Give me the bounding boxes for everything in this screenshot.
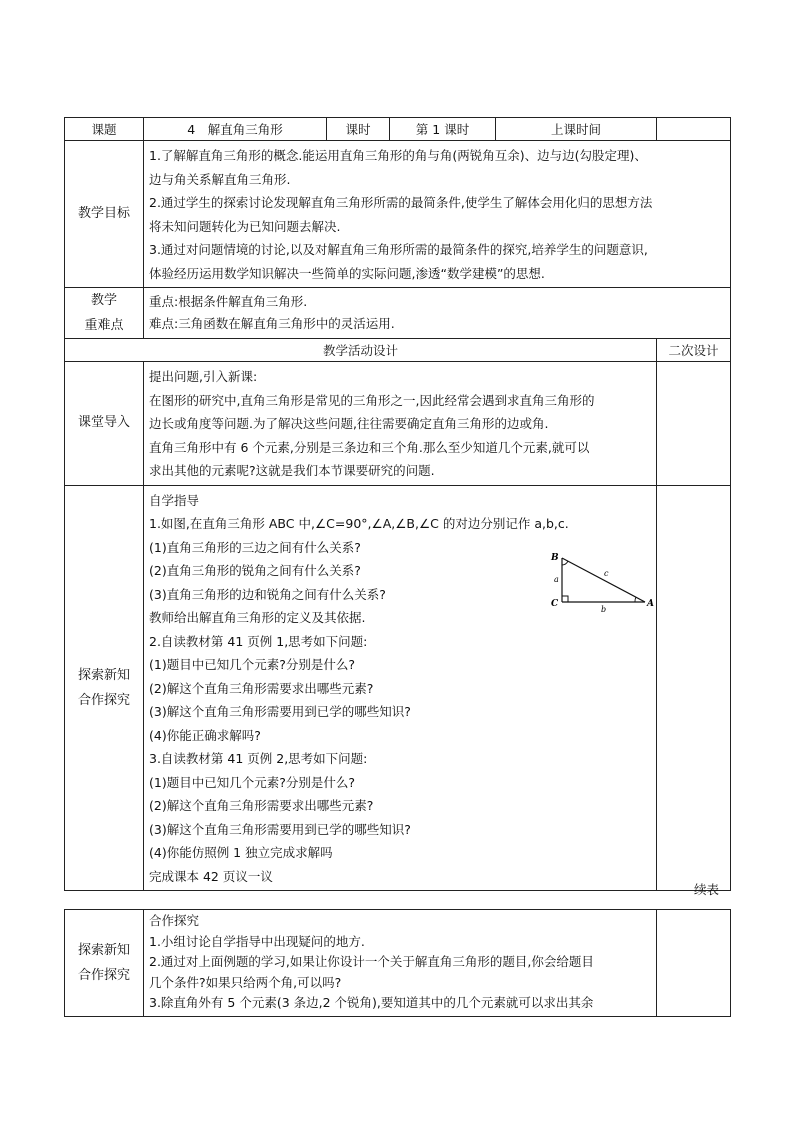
objectives-line: 将未知问题转化为已知问题去解决. bbox=[149, 218, 341, 234]
lesson-plan-table bbox=[64, 117, 731, 891]
explore-label bbox=[65, 485, 144, 891]
continued-label: 续表 bbox=[694, 882, 720, 897]
explore-line: (3)解这个直角三角形需要用到已学的哪些知识? bbox=[149, 704, 411, 719]
key-point-line: 重点:根据条件解直角三角形. bbox=[149, 294, 308, 309]
explore-line: (3)直角三角形的边和锐角之间有什么关系? bbox=[149, 586, 386, 602]
intro-line: 边长或角度等问题.为了解决这些问题,往往需要确定直角三角形的边或角. bbox=[149, 416, 549, 431]
key-points-content bbox=[144, 288, 731, 339]
topic-value: 4 解直角三角形 bbox=[144, 118, 327, 141]
explore2-line: 2.通过对上面例题的学习,如果让你设计一个关于解直角三角形的题目,你会给题目 bbox=[149, 954, 594, 969]
explore-line: (1)题目中已知几个元素?分别是什么? bbox=[149, 657, 355, 672]
period-label: 课时 bbox=[327, 118, 390, 141]
objectives-row bbox=[65, 141, 731, 288]
explore2-line: 1.小组讨论自学指导中出现疑问的地方. bbox=[149, 933, 365, 949]
objectives-line: 2.通过学生的探索讨论发现解直角三角形所需的最简条件,使学生了解体会用化归的思想方法 bbox=[149, 195, 653, 210]
time-value bbox=[657, 118, 731, 141]
explore2-line: 3.除直角外有 5 个元素(3 条边,2 个锐角),要知道其中的几个元素就可以求出其余 bbox=[149, 995, 594, 1010]
explore-line: (1)直角三角形的三边之间有什么关系? bbox=[149, 539, 361, 555]
explore-line: (4)你能正确求解吗? bbox=[149, 727, 261, 743]
intro-content bbox=[144, 362, 657, 486]
key-points-label-line1: 教学 bbox=[90, 293, 117, 308]
intro-label: 课堂导入 bbox=[65, 362, 144, 486]
explore2-content bbox=[144, 910, 657, 1017]
explore-line: 教师给出解直角三角形的定义及其依据. bbox=[149, 610, 366, 625]
period-value: 第 1 课时 bbox=[390, 118, 496, 141]
objectives-label: 教学目标 bbox=[65, 141, 144, 288]
key-points-label bbox=[65, 288, 144, 339]
side-a-label: a bbox=[554, 575, 559, 584]
activity-design-heading: 教学活动设计 bbox=[65, 339, 657, 362]
triangle-side-ab bbox=[562, 558, 645, 602]
key-point-line: 难点:三角函数在解直角三角形中的灵活运用. bbox=[149, 316, 395, 331]
header-row bbox=[65, 118, 731, 141]
explore-line: (2)解这个直角三角形需要求出哪些元素? bbox=[149, 798, 374, 813]
side-b-label: b bbox=[601, 605, 607, 612]
explore2-label bbox=[65, 910, 144, 1017]
intro-secondary bbox=[657, 362, 731, 486]
explore-line: (3)解这个直角三角形需要用到已学的哪些知识? bbox=[149, 821, 411, 837]
objectives-line: 边与角关系解直角三角形. bbox=[149, 171, 291, 187]
explore-secondary bbox=[657, 485, 731, 891]
explore-content bbox=[144, 485, 657, 891]
explore-line: 完成课本 42 页议一议 bbox=[149, 868, 273, 884]
explore-line: 2.自读教材第 41 页例 1,思考如下问题: bbox=[149, 633, 368, 649]
explore-line: (4)你能仿照例 1 独立完成求解吗 bbox=[149, 845, 333, 860]
intro-line: 求出其他的元素呢?这就是我们本节课要研究的问题. bbox=[149, 463, 435, 478]
explore-label-line1: 探索新知 bbox=[77, 667, 130, 683]
vertex-c-label: C bbox=[551, 599, 559, 609]
topic-label: 课题 bbox=[65, 118, 144, 141]
angle-a-arc bbox=[635, 597, 636, 602]
explore-line: (2)直角三角形的锐角之间有什么关系? bbox=[149, 563, 361, 578]
key-points-row bbox=[65, 288, 731, 339]
right-angle-mark bbox=[562, 596, 568, 602]
side-c-label: c bbox=[604, 569, 609, 578]
explore2-line: 几个条件?如果只给两个角,可以吗? bbox=[149, 974, 342, 990]
time-label: 上课时间 bbox=[496, 118, 657, 141]
explore2-secondary bbox=[657, 910, 731, 1017]
explore-line: 1.如图,在直角三角形 ABC 中,∠C=90°,∠A,∠B,∠C 的对边分别记作 a,b,c. bbox=[149, 516, 569, 531]
right-triangle-figure bbox=[549, 550, 659, 612]
explore2-label-line1: 探索新知 bbox=[77, 942, 130, 958]
explore-line: 自学指导 bbox=[149, 492, 200, 508]
objectives-line: 1.了解解直角三角形的概念.能运用直角三角形的角与角(两锐角互余)、边与边(勾股定理)、 bbox=[149, 148, 647, 163]
intro-line: 提出问题,引入新课: bbox=[149, 369, 258, 384]
continued-table bbox=[64, 909, 731, 1017]
explore2-line: 合作探究 bbox=[149, 913, 200, 928]
objectives-content bbox=[144, 141, 731, 288]
intro-row bbox=[65, 362, 731, 486]
key-points-label-line2: 重难点 bbox=[84, 318, 124, 333]
explore-line: (2)解这个直角三角形需要求出哪些元素? bbox=[149, 680, 374, 696]
intro-line: 直角三角形中有 6 个元素,分别是三条边和三个角.那么至少知道几个元素,就可以 bbox=[149, 439, 590, 455]
vertex-b-label: B bbox=[551, 553, 559, 563]
explore-label-line2: 合作探究 bbox=[77, 692, 130, 708]
vertex-a-label: A bbox=[647, 599, 654, 609]
explore2-label-line2: 合作探究 bbox=[77, 967, 130, 983]
explore-line: 3.自读教材第 41 页例 2,思考如下问题: bbox=[149, 751, 368, 766]
objectives-line: 3.通过对问题情境的讨论,以及对解直角三角形所需的最简条件的探究,培养学生的问题意识, bbox=[149, 242, 648, 257]
explore2-row bbox=[65, 910, 731, 1017]
secondary-design-heading: 二次设计 bbox=[657, 339, 731, 362]
explore-row bbox=[65, 485, 731, 891]
design-header-row bbox=[65, 339, 731, 362]
angle-b-arc bbox=[562, 561, 568, 565]
intro-line: 在图形的研究中,直角三角形是常见的三角形之一,因此经常会遇到求直角三角形的 bbox=[149, 392, 595, 408]
objectives-line: 体验经历运用数学知识解决一些简单的实际问题,渗透“数学建模”的思想. bbox=[149, 265, 545, 281]
explore-line: (1)题目中已知几个元素?分别是什么? bbox=[149, 774, 355, 790]
